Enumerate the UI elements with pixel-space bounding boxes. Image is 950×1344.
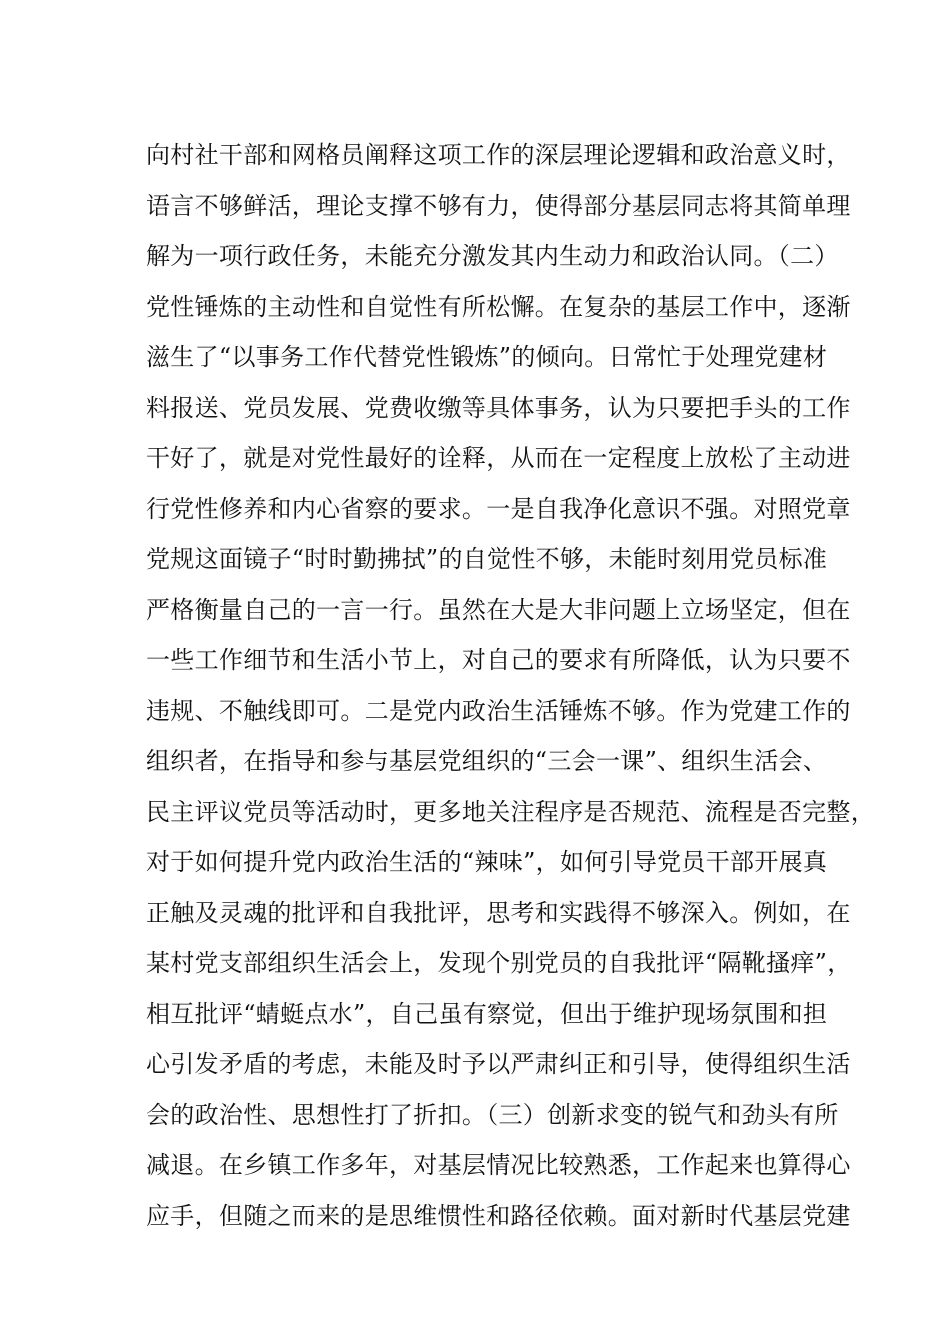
text-line: 一些工作细节和生活小节上，对自己的要求有所降低，认为只要不 <box>146 646 851 674</box>
text-line: 干好了，就是对党性最好的诠释，从而在一定程度上放松了主动进 <box>146 444 851 472</box>
text-line: 料报送、党员发展、党费收缴等具体事务，认为只要把手头的工作 <box>146 393 851 422</box>
text-line: 减退。在乡镇工作多年，对基层情况比较熟悉，工作起来也算得心 <box>146 1151 851 1179</box>
text-line: 党规这面镜子“时时勤拂拭”的自觉性不够，未能时刻用党员标准 <box>146 545 828 573</box>
text-line: 语言不够鲜活，理论支撑不够有力，使得部分基层同志将其简单理 <box>146 191 851 220</box>
text-line: 应手，但随之而来的是思维惯性和路径依赖。面对新时代基层党建 <box>146 1201 851 1230</box>
text-line: 违规、不触线即可。二是党内政治生活锤炼不够。作为党建工作的 <box>146 696 851 725</box>
text-line: 严格衡量自己的一言一行。虽然在大是大非问题上立场坚定，但在 <box>146 595 851 624</box>
body-text <box>146 130 875 1241</box>
text-line: 正触及灵魂的批评和自我批评，思考和实践得不够深入。例如，在 <box>146 898 851 927</box>
text-line: 党性锤炼的主动性和自觉性有所松懈。在复杂的基层工作中，逐渐 <box>146 292 851 321</box>
text-line: 解为一项行政任务，未能充分激发其内生动力和政治认同。（二） <box>146 242 839 270</box>
text-line: 行党性修养和内心省察的要求。一是自我净化意识不强。对照党章 <box>146 494 851 523</box>
text-line: 滋生了“以事务工作代替党性锻炼”的倾向。日常忙于处理党建材 <box>146 343 828 371</box>
text-line: 民主评议党员等活动时，更多地关注程序是否规范、流程是否完整， <box>146 797 875 826</box>
text-line: 会的政治性、思想性打了折扣。（三）创新求变的锐气和劲头有所 <box>146 1100 839 1129</box>
text-line: 对于如何提升党内政治生活的“辣味”，如何引导党员干部开展真 <box>146 848 828 876</box>
text-line: 向村社干部和网格员阐释这项工作的深层理论逻辑和政治意义时， <box>146 141 851 169</box>
text-line: 相互批评“蜻蜓点水”，自己虽有察觉，但出于维护现场氛围和担 <box>146 999 828 1028</box>
text-line: 组织者，在指导和参与基层党组织的“三会一课”、组织生活会、 <box>146 747 828 775</box>
text-line: 某村党支部组织生活会上，发现个别党员的自我批评“隔靴搔痒”， <box>146 949 852 977</box>
text-line: 心引发矛盾的考虑，未能及时予以严肃纠正和引导，使得组织生活 <box>146 1050 851 1078</box>
